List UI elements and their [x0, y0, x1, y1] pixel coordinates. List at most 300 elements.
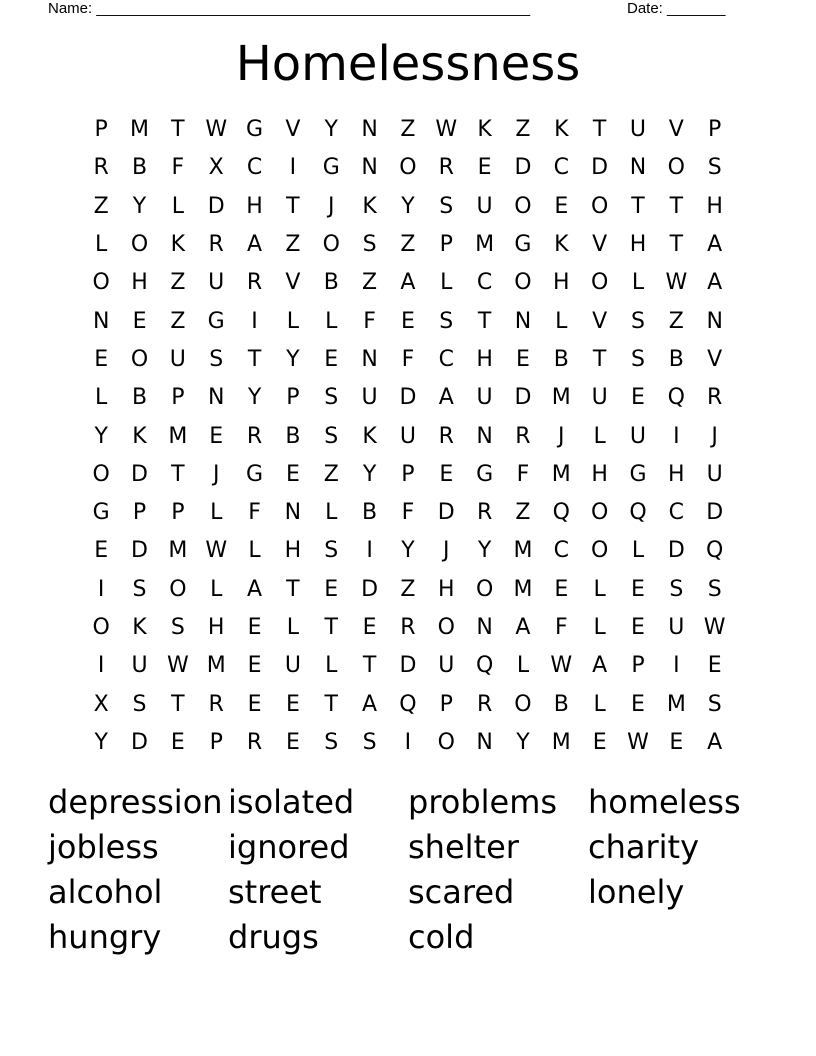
grid-letter[interactable]: U: [438, 653, 455, 679]
grid-letter[interactable]: E: [592, 729, 607, 755]
grid-letter[interactable]: V: [285, 270, 301, 296]
grid-letter[interactable]: E: [631, 576, 645, 602]
grid-letter[interactable]: I: [289, 155, 297, 181]
grid-letter[interactable]: J: [443, 538, 450, 564]
grid-letter[interactable]: Z: [362, 270, 378, 296]
grid-letter[interactable]: G: [207, 308, 225, 334]
grid-letter[interactable]: Z: [170, 308, 186, 334]
grid-letter[interactable]: Y: [362, 461, 377, 487]
grid-letter[interactable]: D: [207, 193, 225, 219]
grid-letter[interactable]: P: [439, 691, 453, 717]
grid-letter[interactable]: M: [513, 538, 533, 564]
grid-letter[interactable]: R: [707, 385, 723, 411]
grid-letter[interactable]: E: [285, 729, 300, 755]
grid-letter[interactable]: O: [130, 232, 149, 258]
grid-letter[interactable]: N: [629, 155, 647, 181]
grid-letter[interactable]: P: [171, 385, 185, 411]
grid-letter[interactable]: V: [285, 117, 301, 143]
grid-letter[interactable]: R: [93, 155, 109, 181]
grid-letter[interactable]: U: [476, 193, 493, 219]
grid-letter[interactable]: Z: [515, 117, 531, 143]
grid-letter[interactable]: M: [130, 117, 149, 143]
grid-letter[interactable]: C: [553, 155, 569, 181]
grid-letter[interactable]: T: [286, 193, 300, 219]
grid-letter[interactable]: I: [673, 423, 680, 449]
grid-letter[interactable]: E: [94, 538, 109, 564]
grid-letter[interactable]: H: [706, 193, 723, 219]
grid-letter[interactable]: N: [207, 385, 225, 411]
grid-letter[interactable]: L: [325, 308, 338, 334]
grid-letter[interactable]: U: [208, 270, 225, 296]
grid-letter[interactable]: L: [516, 653, 530, 679]
grid-letter[interactable]: E: [554, 576, 569, 602]
grid-letter[interactable]: Y: [401, 193, 415, 219]
grid-letter[interactable]: X: [93, 691, 109, 717]
grid-letter[interactable]: E: [285, 691, 300, 717]
grid-letter[interactable]: U: [706, 461, 723, 487]
grid-letter[interactable]: U: [591, 385, 608, 411]
grid-letter[interactable]: Z: [400, 576, 416, 602]
grid-letter[interactable]: L: [631, 270, 645, 296]
grid-letter[interactable]: S: [132, 576, 147, 602]
grid-letter[interactable]: L: [593, 423, 606, 449]
word-list-item: isolated: [228, 783, 355, 821]
grid-letter[interactable]: R: [246, 270, 263, 296]
grid-letter[interactable]: H: [629, 232, 647, 258]
grid-letter[interactable]: S: [707, 691, 722, 717]
grid-letter[interactable]: G: [246, 117, 264, 143]
grid-letter[interactable]: N: [284, 500, 302, 526]
grid-letter[interactable]: E: [631, 615, 645, 640]
grid-letter[interactable]: Z: [400, 117, 416, 143]
grid-letter[interactable]: M: [168, 538, 188, 564]
grid-letter[interactable]: T: [669, 232, 684, 258]
grid-letter[interactable]: I: [97, 576, 105, 602]
grid-letter[interactable]: I: [251, 308, 258, 334]
grid-letter[interactable]: Z: [400, 232, 416, 258]
grid-letter[interactable]: V: [592, 232, 608, 258]
grid-letter[interactable]: S: [707, 576, 722, 602]
grid-letter[interactable]: F: [363, 308, 376, 334]
grid-letter[interactable]: U: [169, 346, 186, 372]
grid-letter[interactable]: F: [554, 615, 568, 640]
grid-letter[interactable]: S: [324, 385, 339, 411]
grid-letter[interactable]: M: [551, 461, 571, 487]
grid-letter[interactable]: U: [629, 117, 647, 143]
grid-letter[interactable]: H: [591, 461, 608, 487]
grid-letter[interactable]: F: [401, 346, 415, 372]
grid-letter[interactable]: L: [210, 576, 223, 602]
grid-letter[interactable]: T: [324, 615, 338, 640]
word-list-item: shelter: [408, 828, 519, 866]
grid-letter[interactable]: A: [438, 385, 454, 411]
grid-letter[interactable]: D: [131, 538, 148, 564]
grid-letter[interactable]: N: [476, 615, 493, 640]
grid-letter[interactable]: A: [247, 232, 263, 258]
grid-letter[interactable]: E: [209, 423, 224, 449]
grid-letter[interactable]: T: [286, 576, 300, 602]
grid-letter[interactable]: C: [438, 346, 454, 372]
grid-letter[interactable]: E: [324, 576, 339, 602]
grid-letter[interactable]: D: [437, 500, 455, 526]
grid-letter[interactable]: L: [286, 308, 300, 334]
grid-letter[interactable]: L: [440, 270, 453, 296]
grid-letter[interactable]: Z: [93, 193, 109, 219]
grid-letter[interactable]: K: [554, 232, 569, 258]
grid-letter[interactable]: C: [476, 270, 493, 296]
grid-letter[interactable]: U: [131, 653, 148, 679]
grid-letter[interactable]: Z: [323, 461, 339, 487]
grid-letter[interactable]: N: [476, 423, 493, 449]
grid-letter[interactable]: E: [554, 193, 569, 219]
grid-letter[interactable]: S: [170, 615, 185, 640]
grid-letter[interactable]: D: [514, 155, 532, 181]
grid-letter[interactable]: O: [399, 155, 417, 181]
grid-letter[interactable]: E: [247, 615, 262, 640]
grid-letter[interactable]: T: [324, 691, 338, 717]
grid-letter[interactable]: A: [515, 615, 531, 640]
grid-letter[interactable]: J: [212, 461, 220, 487]
grid-letter[interactable]: E: [247, 691, 262, 717]
grid-letter[interactable]: E: [362, 615, 377, 640]
grid-letter[interactable]: U: [629, 423, 647, 449]
grid-letter[interactable]: B: [323, 270, 339, 296]
grid-letter[interactable]: Q: [552, 500, 570, 526]
grid-letter[interactable]: M: [206, 653, 226, 679]
grid-letter[interactable]: S: [132, 691, 147, 717]
grid-letter[interactable]: D: [514, 385, 532, 411]
grid-letter[interactable]: Q: [399, 691, 417, 717]
grid-letter[interactable]: D: [399, 385, 417, 411]
grid-letter[interactable]: U: [284, 653, 301, 679]
grid-letter[interactable]: M: [666, 691, 686, 717]
grid-letter[interactable]: L: [325, 500, 338, 526]
grid-letter[interactable]: L: [555, 308, 568, 334]
grid-letter[interactable]: E: [170, 729, 185, 755]
grid-letter[interactable]: A: [592, 653, 608, 679]
grid-letter[interactable]: V: [592, 308, 608, 334]
word-list-item: drugs: [228, 918, 319, 956]
grid-letter[interactable]: O: [437, 729, 455, 755]
grid-letter[interactable]: H: [476, 346, 493, 372]
grid-letter[interactable]: D: [706, 500, 724, 526]
grid-letter[interactable]: Y: [286, 346, 300, 372]
grid-letter[interactable]: V: [707, 346, 723, 372]
grid-letter[interactable]: I: [673, 653, 680, 679]
grid-letter[interactable]: W: [550, 653, 573, 679]
grid-letter[interactable]: O: [92, 615, 110, 640]
grid-letter[interactable]: K: [170, 232, 186, 258]
grid-letter[interactable]: T: [247, 346, 262, 372]
grid-letter[interactable]: N: [361, 346, 378, 372]
grid-row: [82, 226, 734, 264]
grid-letter[interactable]: A: [362, 691, 378, 717]
grid-letter[interactable]: D: [667, 538, 685, 564]
grid-letter[interactable]: C: [553, 538, 569, 564]
grid-letter[interactable]: Y: [516, 729, 530, 755]
grid-letter[interactable]: N: [514, 308, 532, 334]
grid-letter[interactable]: W: [166, 653, 189, 679]
grid-letter[interactable]: S: [631, 346, 645, 372]
grid-letter[interactable]: H: [246, 193, 263, 219]
grid-letter[interactable]: H: [131, 270, 148, 296]
grid-letter[interactable]: E: [477, 155, 492, 181]
grid-letter[interactable]: A: [707, 232, 723, 258]
grid-letter[interactable]: F: [401, 500, 415, 526]
grid-letter[interactable]: K: [362, 193, 377, 219]
grid-letter[interactable]: Z: [170, 270, 186, 296]
grid-letter[interactable]: R: [438, 155, 454, 181]
grid-letter[interactable]: T: [477, 308, 492, 334]
grid-letter[interactable]: O: [590, 270, 609, 296]
grid-letter[interactable]: O: [92, 461, 110, 487]
grid-letter[interactable]: S: [209, 346, 224, 372]
grid-letter[interactable]: S: [324, 538, 339, 564]
grid-letter[interactable]: T: [669, 193, 684, 219]
grid-letter[interactable]: U: [399, 423, 416, 449]
grid-letter[interactable]: R: [246, 423, 263, 449]
grid-letter[interactable]: H: [284, 538, 302, 564]
grid-letter[interactable]: S: [669, 576, 684, 602]
grid-letter[interactable]: T: [592, 117, 607, 143]
grid-letter[interactable]: U: [361, 385, 378, 411]
grid-letter[interactable]: O: [514, 193, 532, 219]
grid-letter[interactable]: O: [92, 270, 110, 296]
grid-letter[interactable]: S: [707, 155, 722, 181]
grid-letter[interactable]: D: [131, 729, 148, 755]
grid-letter[interactable]: O: [590, 538, 609, 564]
grid-letter[interactable]: H: [437, 576, 455, 602]
grid-letter[interactable]: L: [593, 691, 606, 717]
grid-letter[interactable]: N: [92, 308, 110, 334]
grid-letter[interactable]: Q: [629, 500, 647, 526]
grid-letter[interactable]: O: [667, 155, 685, 181]
grid-letter[interactable]: E: [400, 308, 415, 334]
grid-letter[interactable]: O: [130, 346, 149, 372]
grid-letter[interactable]: G: [246, 461, 264, 487]
grid-letter[interactable]: Z: [285, 232, 301, 258]
grid-letter[interactable]: W: [703, 615, 726, 640]
grid-letter[interactable]: L: [325, 653, 338, 679]
grid-letter[interactable]: R: [246, 729, 263, 755]
grid-letter[interactable]: M: [475, 232, 495, 258]
grid-letter[interactable]: W: [205, 538, 228, 564]
grid-letter[interactable]: D: [131, 461, 148, 487]
grid-letter[interactable]: J: [711, 423, 718, 449]
grid-letter[interactable]: Q: [667, 385, 685, 411]
grid-row: [82, 532, 734, 570]
grid-letter[interactable]: L: [95, 385, 108, 411]
grid-letter[interactable]: A: [247, 576, 263, 602]
grid-letter[interactable]: F: [171, 155, 185, 181]
word-search-grid: [82, 111, 734, 762]
grid-letter[interactable]: F: [516, 461, 530, 487]
grid-letter[interactable]: S: [324, 423, 339, 449]
grid-letter[interactable]: M: [551, 385, 571, 411]
date-field[interactable]: Date: _______: [627, 0, 726, 17]
grid-letter[interactable]: G: [629, 461, 647, 487]
grid-letter[interactable]: B: [131, 385, 148, 411]
grid-letter[interactable]: Q: [475, 653, 494, 679]
grid-letter[interactable]: B: [553, 691, 569, 717]
grid-letter[interactable]: T: [171, 461, 185, 487]
grid-letter[interactable]: O: [590, 500, 609, 526]
grid-letter[interactable]: Z: [515, 500, 531, 526]
grid-letter[interactable]: B: [131, 155, 148, 181]
grid-letter[interactable]: K: [362, 423, 377, 449]
grid-letter[interactable]: E: [132, 308, 147, 334]
grid-letter[interactable]: H: [553, 270, 570, 296]
grid-letter[interactable]: O: [475, 576, 494, 602]
grid-letter[interactable]: G: [322, 155, 340, 181]
grid-letter[interactable]: T: [171, 691, 185, 717]
grid-letter[interactable]: E: [94, 346, 109, 372]
grid-letter[interactable]: P: [286, 385, 300, 411]
grid-letter[interactable]: X: [208, 155, 224, 181]
grid-letter[interactable]: Y: [477, 538, 492, 564]
grid-letter[interactable]: W: [627, 729, 649, 755]
grid-letter[interactable]: I: [404, 729, 412, 755]
grid-letter[interactable]: N: [476, 729, 493, 755]
grid-letter[interactable]: M: [513, 576, 533, 602]
grid-letter[interactable]: L: [286, 615, 300, 640]
grid-letter[interactable]: L: [593, 615, 606, 640]
grid-letter[interactable]: E: [516, 346, 530, 372]
grid-letter[interactable]: E: [669, 729, 684, 755]
grid-letter[interactable]: R: [515, 423, 531, 449]
word-list-item: depression: [48, 783, 223, 821]
grid-letter[interactable]: G: [92, 500, 110, 526]
grid-letter[interactable]: T: [171, 117, 185, 143]
grid-letter[interactable]: M: [551, 729, 571, 755]
grid-letter[interactable]: Z: [668, 308, 684, 334]
grid-letter[interactable]: K: [554, 117, 569, 143]
grid-letter[interactable]: S: [362, 232, 377, 258]
grid-letter[interactable]: M: [168, 423, 188, 449]
grid-letter[interactable]: Y: [324, 117, 338, 143]
grid-row: [82, 149, 734, 187]
grid-letter[interactable]: L: [210, 500, 223, 526]
grid-letter[interactable]: C: [668, 500, 685, 526]
grid-letter[interactable]: T: [362, 653, 377, 679]
grid-letter[interactable]: U: [668, 615, 685, 640]
grid-letter[interactable]: P: [439, 232, 453, 258]
grid-letter[interactable]: H: [668, 461, 685, 487]
grid-letter[interactable]: O: [322, 232, 340, 258]
grid-letter[interactable]: G: [514, 232, 532, 258]
grid-letter[interactable]: A: [707, 270, 723, 296]
grid-letter[interactable]: B: [668, 346, 684, 372]
grid-letter[interactable]: N: [361, 117, 378, 143]
grid-letter[interactable]: I: [366, 538, 373, 564]
grid-letter[interactable]: E: [707, 653, 722, 679]
grid-letter[interactable]: E: [285, 461, 300, 487]
grid-letter[interactable]: E: [324, 346, 339, 372]
grid-letter[interactable]: R: [476, 500, 493, 526]
grid-letter[interactable]: H: [207, 615, 225, 640]
grid-letter[interactable]: K: [132, 615, 147, 640]
grid-letter[interactable]: A: [707, 729, 723, 755]
grid-letter[interactable]: E: [439, 461, 454, 487]
grid-letter[interactable]: P: [171, 500, 185, 526]
grid-letter[interactable]: R: [208, 232, 224, 258]
grid-letter[interactable]: N: [706, 308, 723, 334]
grid-letter[interactable]: A: [400, 270, 416, 296]
grid-letter[interactable]: E: [631, 691, 645, 717]
grid-letter[interactable]: B: [362, 500, 378, 526]
grid-letter[interactable]: Y: [247, 385, 262, 411]
word-list-item: hungry: [48, 918, 162, 956]
grid-letter[interactable]: E: [247, 653, 262, 679]
grid-letter[interactable]: S: [324, 729, 339, 755]
grid-letter[interactable]: E: [631, 385, 645, 411]
grid-letter[interactable]: L: [95, 232, 108, 258]
grid-letter[interactable]: S: [439, 308, 454, 334]
grid-letter[interactable]: L: [171, 193, 184, 219]
grid-letter[interactable]: R: [208, 691, 224, 717]
grid-letter[interactable]: C: [246, 155, 263, 181]
grid-letter[interactable]: O: [169, 576, 187, 602]
grid-letter[interactable]: Y: [94, 729, 108, 755]
grid-letter[interactable]: R: [476, 691, 493, 717]
grid-letter[interactable]: P: [132, 500, 147, 526]
grid-letter[interactable]: F: [248, 500, 261, 526]
grid-letter[interactable]: P: [209, 729, 223, 755]
grid-letter[interactable]: P: [94, 117, 108, 143]
grid-letter[interactable]: O: [514, 691, 532, 717]
grid-letter[interactable]: S: [362, 729, 377, 755]
grid-letter[interactable]: S: [631, 308, 645, 334]
grid-letter[interactable]: L: [631, 538, 645, 564]
grid-letter[interactable]: O: [437, 615, 455, 640]
grid-letter[interactable]: W: [205, 117, 228, 143]
grid-letter[interactable]: O: [590, 193, 609, 219]
grid-letter[interactable]: Y: [132, 193, 147, 219]
grid-letter[interactable]: D: [361, 576, 379, 602]
grid-letter[interactable]: W: [435, 117, 458, 143]
grid-letter[interactable]: P: [708, 117, 722, 143]
grid-letter[interactable]: R: [438, 423, 454, 449]
grid-letter[interactable]: J: [558, 423, 565, 449]
grid-letter[interactable]: D: [591, 155, 609, 181]
grid-letter[interactable]: L: [593, 576, 606, 602]
grid-letter[interactable]: N: [361, 155, 378, 181]
grid-letter[interactable]: I: [97, 653, 105, 679]
grid-letter[interactable]: G: [476, 461, 494, 487]
grid-letter[interactable]: Y: [401, 538, 415, 564]
grid-letter[interactable]: K: [132, 423, 147, 449]
grid-letter[interactable]: L: [248, 538, 261, 564]
grid-letter[interactable]: R: [400, 615, 416, 640]
grid-letter[interactable]: V: [668, 117, 684, 143]
grid-letter[interactable]: P: [401, 461, 415, 487]
grid-letter[interactable]: O: [514, 270, 532, 296]
grid-letter[interactable]: B: [285, 423, 301, 449]
grid-letter[interactable]: W: [665, 270, 688, 296]
name-field[interactable]: Name: ____________________________________________________: [48, 0, 531, 17]
grid-letter[interactable]: U: [476, 385, 493, 411]
grid-letter[interactable]: Y: [94, 423, 108, 449]
grid-letter[interactable]: T: [631, 193, 645, 219]
grid-letter[interactable]: S: [439, 193, 454, 219]
grid-letter[interactable]: Q: [706, 538, 724, 564]
grid-letter[interactable]: K: [477, 117, 492, 143]
grid-letter[interactable]: D: [399, 653, 417, 679]
grid-letter[interactable]: T: [592, 346, 607, 372]
grid-letter[interactable]: P: [631, 653, 645, 679]
grid-letter[interactable]: J: [327, 193, 335, 219]
grid-letter[interactable]: B: [553, 346, 569, 372]
